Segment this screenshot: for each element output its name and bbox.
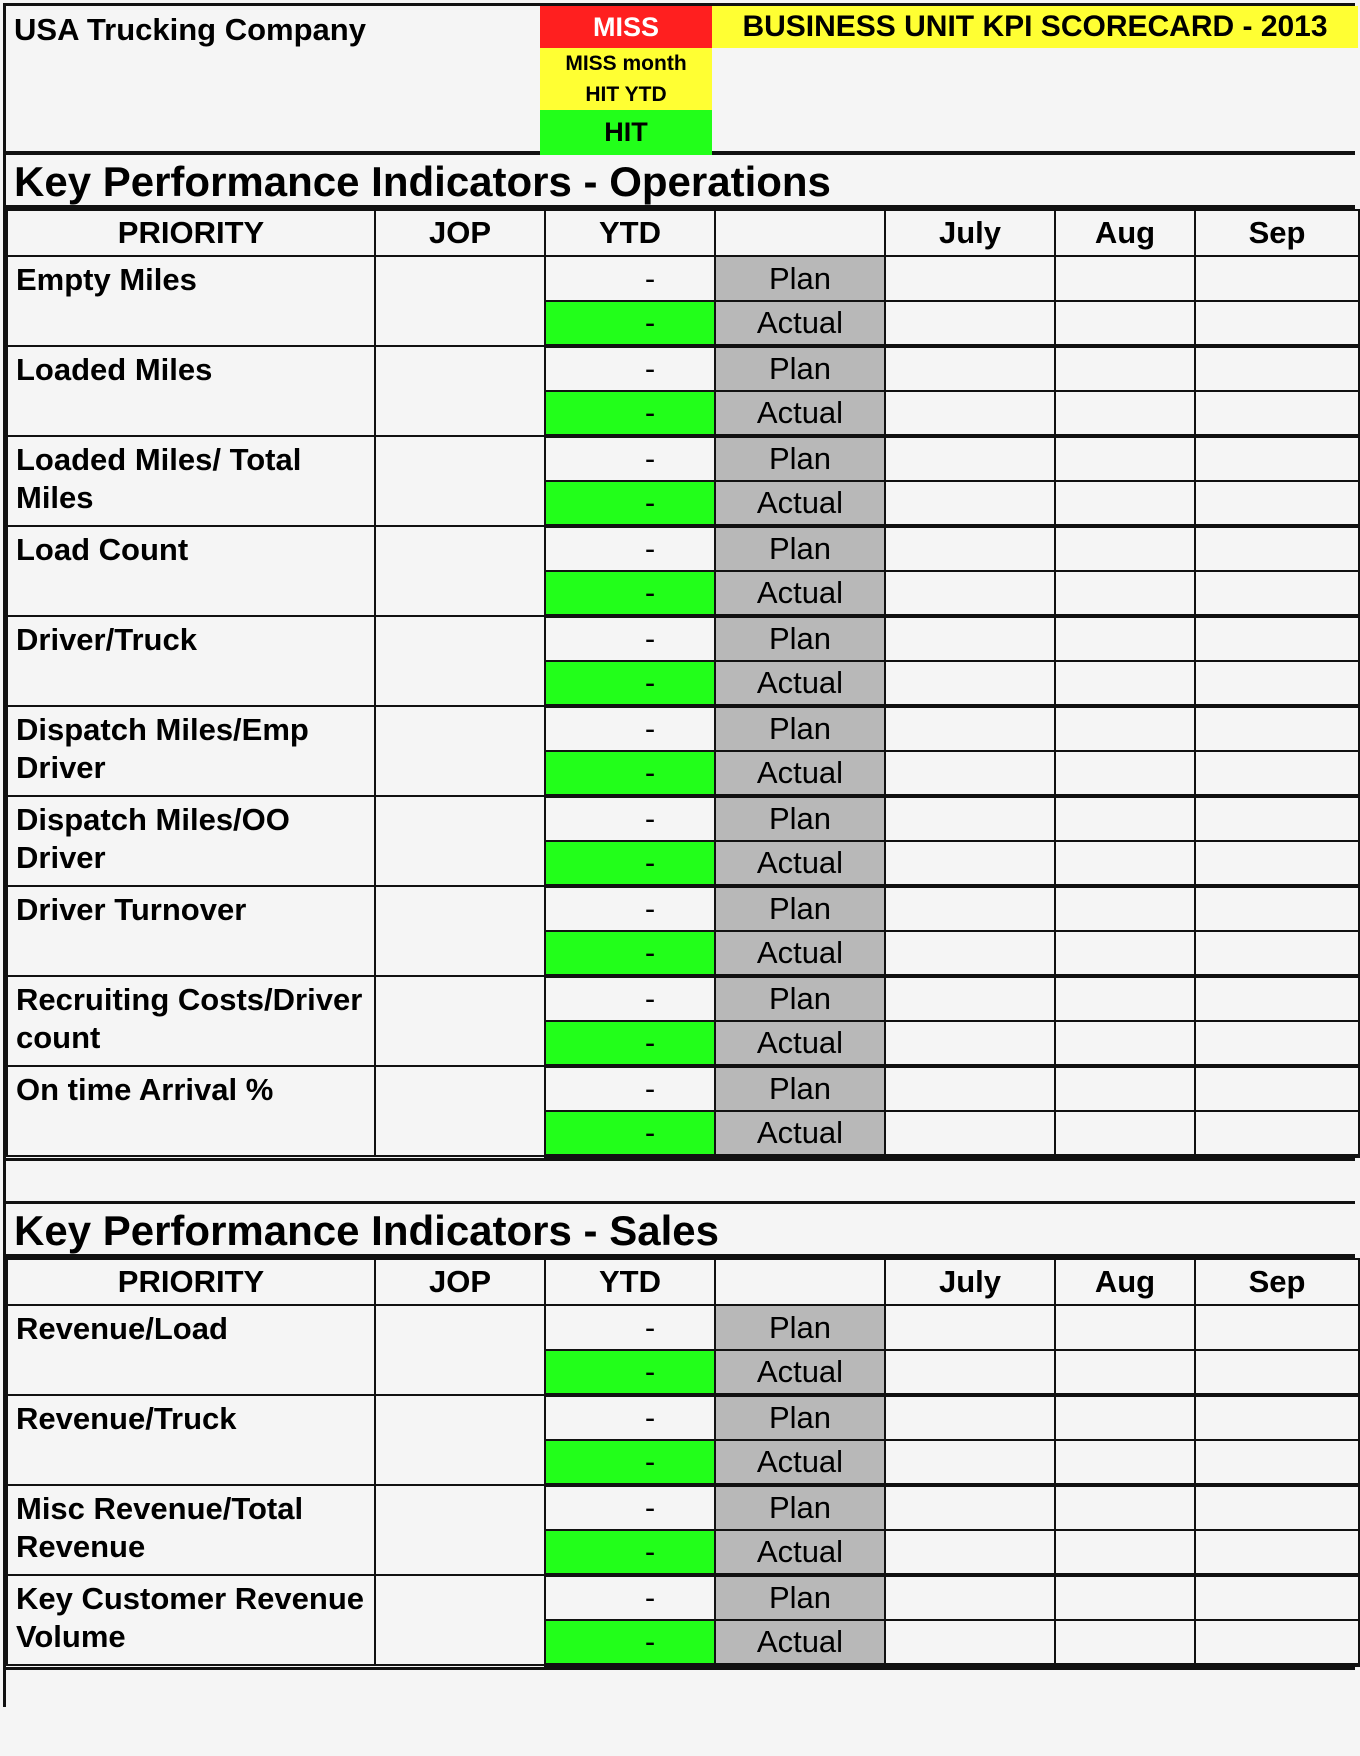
sales-kpi-table — [6, 1258, 1360, 1667]
plan-label: Plan — [715, 436, 885, 481]
legend-miss: MISS — [540, 6, 712, 48]
sep-plan-cell[interactable] — [1195, 1395, 1359, 1440]
sep-actual-cell[interactable] — [1195, 751, 1359, 796]
july-plan-cell[interactable] — [885, 1066, 1055, 1111]
sales-header-row — [7, 1259, 1359, 1305]
sep-plan-cell[interactable] — [1195, 616, 1359, 661]
actual-label: Actual — [715, 1620, 885, 1665]
sep-plan-cell[interactable] — [1195, 526, 1359, 571]
aug-plan-cell[interactable] — [1055, 976, 1195, 1021]
ytd-actual-cell[interactable]: - — [545, 1021, 715, 1066]
ytd-plan-cell[interactable]: - — [545, 616, 715, 661]
actual-label: Actual — [715, 1021, 885, 1066]
aug-plan-cell[interactable] — [1055, 1305, 1195, 1350]
kpi-plan-row — [7, 796, 1359, 841]
aug-plan-cell[interactable] — [1055, 886, 1195, 931]
ytd-actual-cell[interactable]: - — [545, 571, 715, 616]
kpi-plan-row — [7, 1485, 1359, 1530]
kpi-name: Key Customer Revenue Volume — [7, 1575, 375, 1665]
ytd-plan-cell[interactable]: - — [545, 346, 715, 391]
col-aug: Aug — [1055, 1259, 1195, 1305]
ytd-actual-cell[interactable]: - — [545, 661, 715, 706]
plan-label: Plan — [715, 796, 885, 841]
legend-miss-month: MISS month — [565, 52, 687, 75]
sales-kpi-body — [7, 1305, 1359, 1665]
ytd-actual-cell[interactable]: - — [545, 1620, 715, 1665]
july-actual-cell[interactable] — [885, 481, 1055, 526]
ytd-actual-cell[interactable]: - — [545, 391, 715, 436]
col-blank — [715, 1259, 885, 1305]
sep-actual-cell[interactable] — [1195, 1620, 1359, 1665]
aug-plan-cell[interactable] — [1055, 1485, 1195, 1530]
kpi-plan-row — [7, 1395, 1359, 1440]
aug-actual-cell[interactable] — [1055, 1440, 1195, 1485]
kpi-name: Dispatch Miles/Emp Driver — [7, 706, 375, 796]
jop-cell[interactable] — [375, 1305, 545, 1395]
plan-label: Plan — [715, 1485, 885, 1530]
july-actual-cell[interactable] — [885, 1021, 1055, 1066]
scorecard-sheet — [3, 3, 1355, 1707]
ytd-plan-cell[interactable]: - — [545, 1575, 715, 1620]
july-plan-cell[interactable] — [885, 1485, 1055, 1530]
col-sep: Sep — [1195, 210, 1359, 256]
actual-label: Actual — [715, 661, 885, 706]
aug-actual-cell[interactable] — [1055, 1350, 1195, 1395]
legend-hit: HIT — [540, 110, 712, 155]
aug-actual-cell[interactable] — [1055, 301, 1195, 346]
actual-label: Actual — [715, 751, 885, 796]
sep-plan-cell[interactable] — [1195, 976, 1359, 1021]
plan-label: Plan — [715, 1575, 885, 1620]
kpi-name: Loaded Miles/ Total Miles — [7, 436, 375, 526]
aug-actual-cell[interactable] — [1055, 391, 1195, 436]
kpi-plan-row — [7, 1066, 1359, 1111]
sep-actual-cell[interactable] — [1195, 1530, 1359, 1575]
aug-plan-cell[interactable] — [1055, 796, 1195, 841]
aug-actual-cell[interactable] — [1055, 481, 1195, 526]
july-plan-cell[interactable] — [885, 256, 1055, 301]
sep-plan-cell[interactable] — [1195, 706, 1359, 751]
jop-cell[interactable] — [375, 886, 545, 976]
col-ytd: YTD — [545, 210, 715, 256]
july-actual-cell[interactable] — [885, 841, 1055, 886]
july-actual-cell[interactable] — [885, 1440, 1055, 1485]
sep-actual-cell[interactable] — [1195, 481, 1359, 526]
ytd-actual-cell[interactable]: - — [545, 751, 715, 796]
sheet-footer — [6, 1667, 1355, 1707]
sep-plan-cell[interactable] — [1195, 796, 1359, 841]
scorecard-title: BUSINESS UNIT KPI SCORECARD - 2013 — [712, 6, 1358, 48]
sales-section-title: Key Performance Indicators - Sales — [6, 1204, 1355, 1258]
july-plan-cell[interactable] — [885, 976, 1055, 1021]
july-actual-cell[interactable] — [885, 1111, 1055, 1156]
col-july: July — [885, 210, 1055, 256]
kpi-plan-row — [7, 256, 1359, 301]
kpi-plan-row — [7, 346, 1359, 391]
legend-partial — [540, 48, 712, 110]
jop-cell[interactable] — [375, 796, 545, 886]
july-plan-cell[interactable] — [885, 346, 1055, 391]
section-spacer — [6, 1158, 1355, 1204]
operations-kpi-table — [6, 209, 1360, 1158]
actual-label: Actual — [715, 1350, 885, 1395]
legend-hit-ytd: HIT YTD — [585, 83, 667, 106]
kpi-name: Driver/Truck — [7, 616, 375, 706]
ytd-actual-cell[interactable]: - — [545, 931, 715, 976]
july-plan-cell[interactable] — [885, 1575, 1055, 1620]
kpi-name: Revenue/Truck — [7, 1395, 375, 1485]
operations-section-title: Key Performance Indicators - Operations — [6, 155, 1355, 209]
jop-cell[interactable] — [375, 1066, 545, 1156]
sep-plan-cell[interactable] — [1195, 1575, 1359, 1620]
aug-plan-cell[interactable] — [1055, 436, 1195, 481]
col-jop: JOP — [375, 210, 545, 256]
jop-cell[interactable] — [375, 706, 545, 796]
kpi-plan-row — [7, 976, 1359, 1021]
status-legend — [540, 6, 712, 155]
sep-plan-cell[interactable] — [1195, 346, 1359, 391]
july-actual-cell[interactable] — [885, 391, 1055, 436]
plan-label: Plan — [715, 616, 885, 661]
aug-actual-cell[interactable] — [1055, 661, 1195, 706]
sep-actual-cell[interactable] — [1195, 1440, 1359, 1485]
col-priority: PRIORITY — [7, 1259, 375, 1305]
kpi-plan-row — [7, 886, 1359, 931]
july-plan-cell[interactable] — [885, 616, 1055, 661]
col-sep: Sep — [1195, 1259, 1359, 1305]
jop-cell[interactable] — [375, 976, 545, 1066]
kpi-name: Revenue/Load — [7, 1305, 375, 1395]
jop-cell[interactable] — [375, 1575, 545, 1665]
ytd-actual-cell[interactable]: - — [545, 301, 715, 346]
jop-cell[interactable] — [375, 1395, 545, 1485]
july-actual-cell[interactable] — [885, 931, 1055, 976]
actual-label: Actual — [715, 841, 885, 886]
actual-label: Actual — [715, 481, 885, 526]
kpi-name: Load Count — [7, 526, 375, 616]
aug-plan-cell[interactable] — [1055, 1066, 1195, 1111]
plan-label: Plan — [715, 886, 885, 931]
kpi-name: Misc Revenue/Total Revenue — [7, 1485, 375, 1575]
actual-label: Actual — [715, 1530, 885, 1575]
plan-label: Plan — [715, 706, 885, 751]
scorecard-header — [6, 3, 1355, 155]
ytd-plan-cell[interactable]: - — [545, 1485, 715, 1530]
aug-actual-cell[interactable] — [1055, 571, 1195, 616]
col-july: July — [885, 1259, 1055, 1305]
sep-actual-cell[interactable] — [1195, 1350, 1359, 1395]
sep-actual-cell[interactable] — [1195, 1021, 1359, 1066]
ytd-actual-cell[interactable]: - — [545, 1440, 715, 1485]
july-plan-cell[interactable] — [885, 1395, 1055, 1440]
sep-actual-cell[interactable] — [1195, 301, 1359, 346]
ytd-plan-cell[interactable]: - — [545, 1066, 715, 1111]
col-ytd: YTD — [545, 1259, 715, 1305]
jop-cell[interactable] — [375, 526, 545, 616]
july-actual-cell[interactable] — [885, 301, 1055, 346]
actual-label: Actual — [715, 391, 885, 436]
col-priority: PRIORITY — [7, 210, 375, 256]
sep-plan-cell[interactable] — [1195, 1305, 1359, 1350]
kpi-plan-row — [7, 616, 1359, 661]
actual-label: Actual — [715, 1440, 885, 1485]
kpi-name: Loaded Miles — [7, 346, 375, 436]
kpi-plan-row — [7, 1305, 1359, 1350]
col-aug: Aug — [1055, 210, 1195, 256]
plan-label: Plan — [715, 526, 885, 571]
aug-actual-cell[interactable] — [1055, 1021, 1195, 1066]
sep-actual-cell[interactable] — [1195, 661, 1359, 706]
ytd-actual-cell[interactable]: - — [545, 481, 715, 526]
ytd-actual-cell[interactable]: - — [545, 841, 715, 886]
jop-cell[interactable] — [375, 346, 545, 436]
actual-label: Actual — [715, 931, 885, 976]
july-actual-cell[interactable] — [885, 1620, 1055, 1665]
plan-label: Plan — [715, 1395, 885, 1440]
ytd-plan-cell[interactable]: - — [545, 886, 715, 931]
col-blank — [715, 210, 885, 256]
aug-actual-cell[interactable] — [1055, 841, 1195, 886]
ytd-plan-cell[interactable]: - — [545, 256, 715, 301]
aug-plan-cell[interactable] — [1055, 256, 1195, 301]
company-name: USA Trucking Company — [14, 12, 366, 47]
kpi-name: Dispatch Miles/OO Driver — [7, 796, 375, 886]
operations-header-row — [7, 210, 1359, 256]
ytd-actual-cell[interactable]: - — [545, 1111, 715, 1156]
actual-label: Actual — [715, 571, 885, 616]
sep-plan-cell[interactable] — [1195, 886, 1359, 931]
operations-kpi-body — [7, 256, 1359, 1156]
aug-plan-cell[interactable] — [1055, 616, 1195, 661]
aug-actual-cell[interactable] — [1055, 1620, 1195, 1665]
july-plan-cell[interactable] — [885, 886, 1055, 931]
aug-plan-cell[interactable] — [1055, 526, 1195, 571]
aug-actual-cell[interactable] — [1055, 1111, 1195, 1156]
sep-actual-cell[interactable] — [1195, 841, 1359, 886]
sep-plan-cell[interactable] — [1195, 436, 1359, 481]
ytd-plan-cell[interactable]: - — [545, 706, 715, 751]
kpi-plan-row — [7, 706, 1359, 751]
ytd-plan-cell[interactable]: - — [545, 1305, 715, 1350]
july-plan-cell[interactable] — [885, 706, 1055, 751]
july-actual-cell[interactable] — [885, 661, 1055, 706]
col-jop: JOP — [375, 1259, 545, 1305]
kpi-name: Recruiting Costs/Driver count — [7, 976, 375, 1066]
aug-plan-cell[interactable] — [1055, 1395, 1195, 1440]
plan-label: Plan — [715, 1305, 885, 1350]
plan-label: Plan — [715, 256, 885, 301]
kpi-plan-row — [7, 526, 1359, 571]
sep-plan-cell[interactable] — [1195, 1066, 1359, 1111]
aug-plan-cell[interactable] — [1055, 706, 1195, 751]
sep-plan-cell[interactable] — [1195, 256, 1359, 301]
kpi-name: Driver Turnover — [7, 886, 375, 976]
aug-plan-cell[interactable] — [1055, 346, 1195, 391]
sep-plan-cell[interactable] — [1195, 1485, 1359, 1530]
july-plan-cell[interactable] — [885, 1305, 1055, 1350]
actual-label: Actual — [715, 1111, 885, 1156]
sep-actual-cell[interactable] — [1195, 1111, 1359, 1156]
kpi-name: Empty Miles — [7, 256, 375, 346]
aug-actual-cell[interactable] — [1055, 751, 1195, 796]
july-actual-cell[interactable] — [885, 1350, 1055, 1395]
ytd-plan-cell[interactable]: - — [545, 796, 715, 841]
sep-actual-cell[interactable] — [1195, 391, 1359, 436]
ytd-actual-cell[interactable]: - — [545, 1350, 715, 1395]
july-actual-cell[interactable] — [885, 571, 1055, 616]
plan-label: Plan — [715, 346, 885, 391]
ytd-actual-cell[interactable]: - — [545, 1530, 715, 1575]
aug-plan-cell[interactable] — [1055, 1575, 1195, 1620]
aug-actual-cell[interactable] — [1055, 931, 1195, 976]
kpi-plan-row — [7, 1575, 1359, 1620]
ytd-plan-cell[interactable]: - — [545, 976, 715, 1021]
plan-label: Plan — [715, 1066, 885, 1111]
july-plan-cell[interactable] — [885, 526, 1055, 571]
sep-actual-cell[interactable] — [1195, 571, 1359, 616]
july-plan-cell[interactable] — [885, 796, 1055, 841]
ytd-plan-cell[interactable]: - — [545, 436, 715, 481]
kpi-name: On time Arrival % — [7, 1066, 375, 1156]
ytd-plan-cell[interactable]: - — [545, 526, 715, 571]
kpi-plan-row — [7, 436, 1359, 481]
ytd-plan-cell[interactable]: - — [545, 1395, 715, 1440]
jop-cell[interactable] — [375, 436, 545, 526]
jop-cell[interactable] — [375, 1485, 545, 1575]
plan-label: Plan — [715, 976, 885, 1021]
actual-label: Actual — [715, 301, 885, 346]
july-actual-cell[interactable] — [885, 751, 1055, 796]
jop-cell[interactable] — [375, 256, 545, 346]
july-actual-cell[interactable] — [885, 1530, 1055, 1575]
jop-cell[interactable] — [375, 616, 545, 706]
sep-actual-cell[interactable] — [1195, 931, 1359, 976]
aug-actual-cell[interactable] — [1055, 1530, 1195, 1575]
july-plan-cell[interactable] — [885, 436, 1055, 481]
